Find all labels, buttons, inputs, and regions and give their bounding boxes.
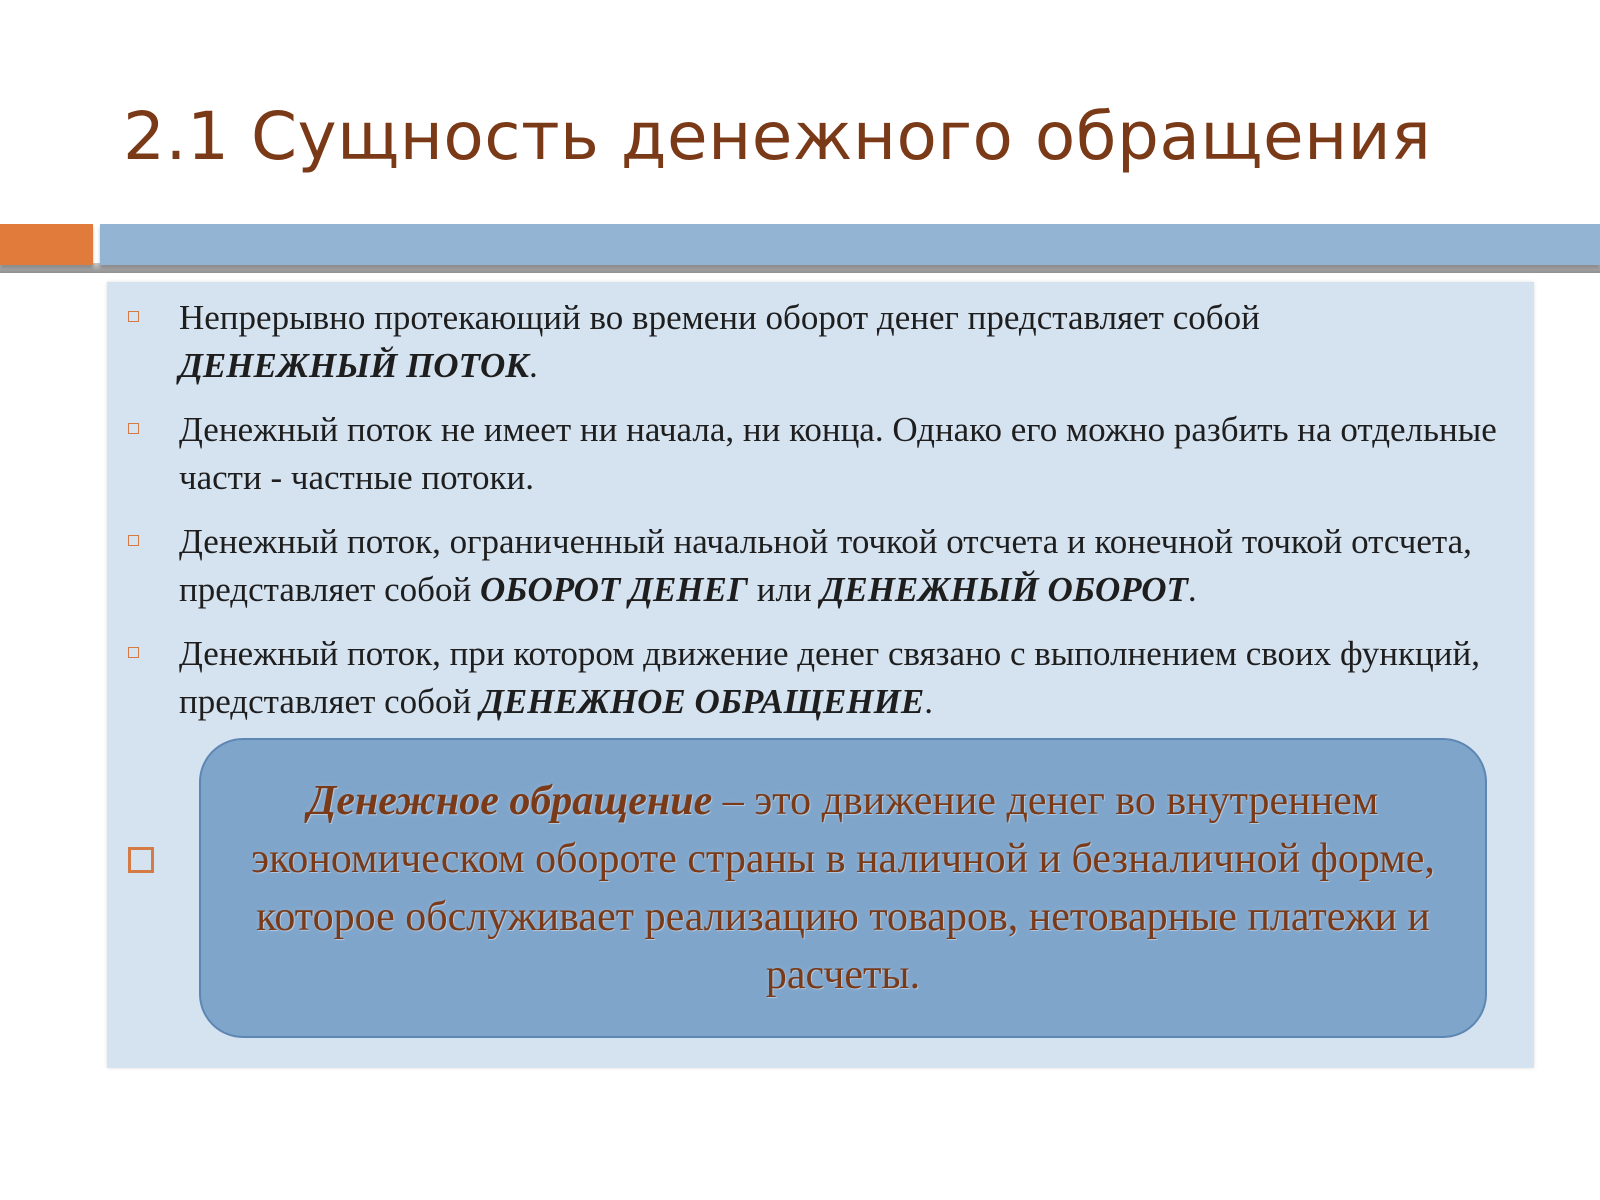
bullet-emphasis: ОБОРОТ ДЕНЕГ <box>479 570 749 609</box>
bullet-end: . <box>1187 570 1197 609</box>
bullet-end: . <box>924 682 933 721</box>
bullet-text <box>179 630 1509 726</box>
square-bullet-icon <box>128 647 139 658</box>
bullet-emphasis: ДЕНЕЖНЫЙ ПОТОК <box>179 346 529 385</box>
bullet-emphasis: ДЕНЕЖНОЕ ОБРАЩЕНИЕ <box>479 682 925 721</box>
square-bullet-icon <box>128 423 139 434</box>
bullet-text <box>179 518 1509 614</box>
bullet-body: Непрерывно протекающий во времени оборот денег представляет собой <box>179 298 1260 337</box>
bullet-body: Денежный поток не имеет ни начала, ни конца. Однако его можно разбить на отдельные части - частные потоки. <box>179 410 1497 497</box>
bullet-text <box>179 406 1509 502</box>
bullet-middle: или <box>748 570 821 609</box>
slide-title: 2.1 Сущность денежного обращения <box>123 98 1432 175</box>
square-bullet-icon <box>128 535 139 546</box>
bullet-body: Денежный поток, при котором движение денег связано с выполнением своих функций, представляет собой <box>179 634 1480 721</box>
definition-text <box>223 772 1463 1004</box>
square-bullet-icon <box>128 847 154 873</box>
bullet-text <box>179 294 1509 390</box>
title-divider-accent <box>0 224 93 265</box>
definition-box <box>199 738 1487 1038</box>
square-bullet-icon <box>128 311 139 322</box>
definition-term: Денежное обращение <box>307 778 713 824</box>
bullet-emphasis-2: ДЕНЕЖНЫЙ ОБОРОТ <box>820 570 1188 609</box>
bullet-body: Денежный поток, ограниченный начальной точкой отсчета и конечной точкой отсчета, представляет собой <box>179 522 1472 609</box>
definition-body: – это движение денег во внутреннем экономическом обороте страны в наличной и безналичной форме, которое обслуживает реализацию товаров, нетоварные платежи и расчеты. <box>251 778 1435 998</box>
title-divider-band <box>100 224 1600 265</box>
bullet-end: . <box>528 346 538 385</box>
content-panel <box>107 282 1534 1068</box>
